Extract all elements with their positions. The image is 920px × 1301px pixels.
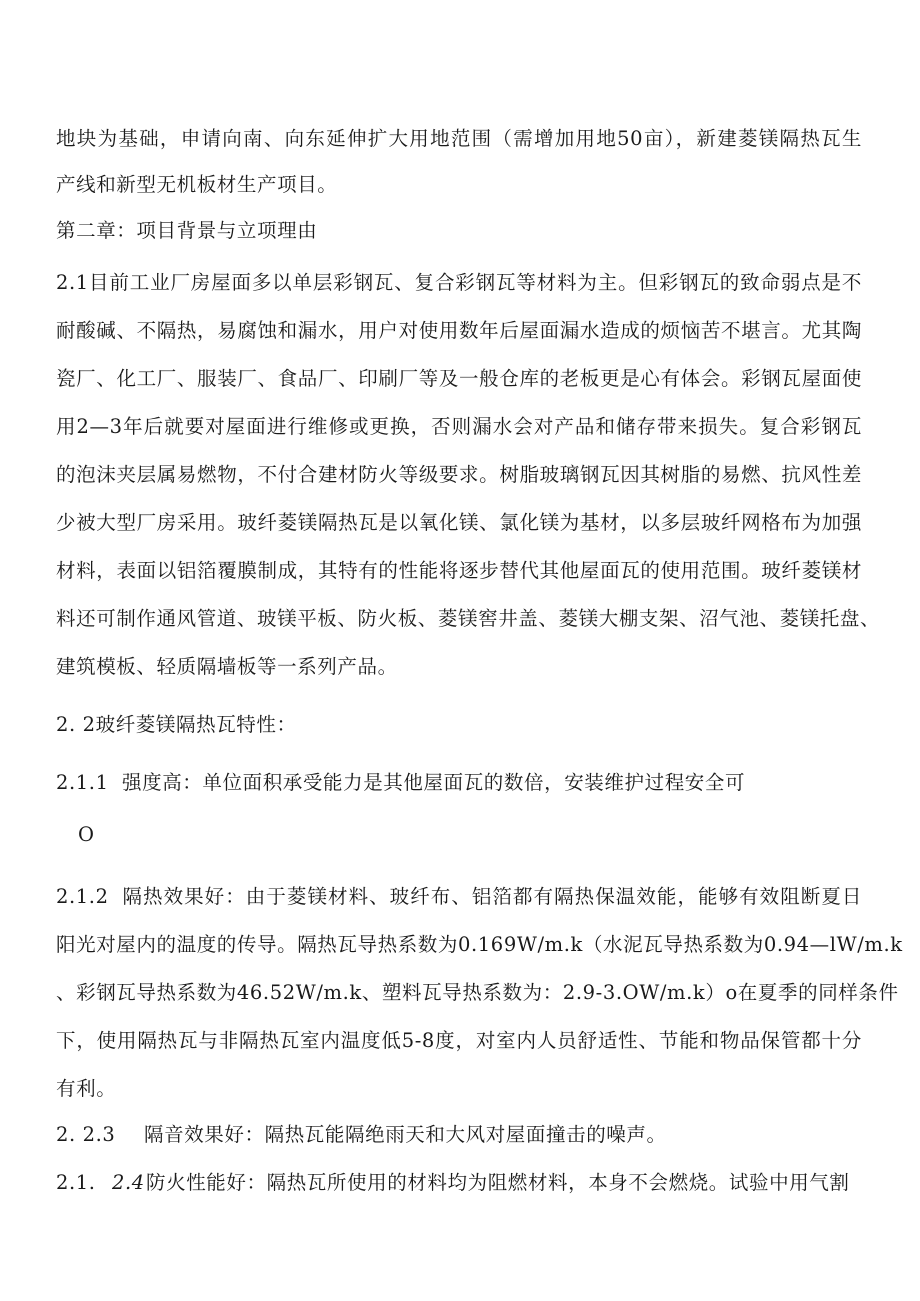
item-text: 隔热效果好：由于菱镁材料、玻纤布、铝箔都有隔热保温效能，能够有效阻断夏日 <box>122 885 862 908</box>
section-title: 2. 2玻纤菱镁隔热瓦特性： <box>56 713 297 736</box>
paragraph-line: 建筑模板、轻质隔墙板等一系列产品。 <box>56 655 398 678</box>
paragraph-line: 有利。 <box>56 1077 117 1100</box>
intro-line-2: 产线和新型无机板材生产项目。 <box>56 173 338 196</box>
item-number: 2. 2.3 <box>56 1123 116 1146</box>
item-number: 2.1.2 <box>56 885 109 908</box>
paragraph-line: 料还可制作通风管道、玻镁平板、防火板、菱镁窖井盖、菱镁大棚支架、沼气池、菱镁托盘、 <box>56 607 881 630</box>
paragraph-line: 阳光对屋内的温度的传导。隔热瓦导热系数为0.169W/m.k（水泥瓦导热系数为0.94—lW/m.k <box>56 933 903 956</box>
list-item-2-1-2 <box>56 884 862 910</box>
item-text: 隔音效果好：隔热瓦能隔绝雨天和大风对屋面撞击的噪声。 <box>144 1123 667 1146</box>
paragraph-line: 2.1目前工业厂房屋面多以单层彩钢瓦、复合彩钢瓦等材料为主。但彩钢瓦的致命弱点是不 <box>56 271 862 294</box>
intro-line-1: 地块为基础，申请向南、向东延伸扩大用地范围（需增加用地50亩），新建菱镁隔热瓦生 <box>56 127 862 150</box>
item-number: 2.1.1 <box>56 771 109 794</box>
paragraph-line: 用2—3年后就要对屋面进行维修或更换，否则漏水会对产品和储存带来损失。复合彩钢瓦 <box>56 415 862 438</box>
item-text: 防火性能好：隔热瓦所使用的材料均为阻燃材料，本身不会燃烧。试验中用气割 <box>146 1171 850 1194</box>
paragraph-line: 少被大型厂房采用。玻纤菱镁隔热瓦是以氧化镁、氯化镁为基材，以多层玻纤网格布为加强 <box>56 511 862 534</box>
list-item-2-1-1 <box>56 770 862 796</box>
list-item-2-1-4 <box>56 1170 862 1196</box>
item-subnumber: 2.4 <box>112 1171 145 1194</box>
paragraph-line: 瓷厂、化工厂、服装厂、食品厂、印刷厂等及一般仓库的老板更是心有体会。彩钢瓦屋面使 <box>56 367 862 390</box>
paragraph-line: 材料，表面以铝箔覆膜制成，其特有的性能将逐步替代其他屋面瓦的使用范围。玻纤菱镁材 <box>56 559 862 582</box>
paragraph-line: 耐酸碱、不隔热，易腐蚀和漏水，用户对使用数年后屋面漏水造成的烦恼苦不堪言。尤其陶 <box>56 319 862 342</box>
paragraph-line: 下，使用隔热瓦与非隔热瓦室内温度低5-8度，对室内人员舒适性、节能和物品保管都十分 <box>56 1029 862 1052</box>
item-number: 2.1. <box>56 1171 96 1194</box>
paragraph-line: 、彩钢瓦导热系数为46.52W/m.k、塑料瓦导热系数为：2.9-3.OW/m.k）o在夏季的同样条件 <box>56 981 899 1004</box>
item-text: 强度高：单位面积承受能力是其他屋面瓦的数倍，安装维护过程安全可 <box>122 771 746 794</box>
paragraph-line: 的泡沫夹层属易燃物，不付合建材防火等级要求。树脂玻璃钢瓦因其树脂的易燃、抗风性差 <box>56 463 862 486</box>
chapter-title: 第二章：项目背景与立项理由 <box>56 219 318 242</box>
item-continuation: O <box>78 823 95 846</box>
list-item-2-2-3 <box>56 1122 862 1148</box>
